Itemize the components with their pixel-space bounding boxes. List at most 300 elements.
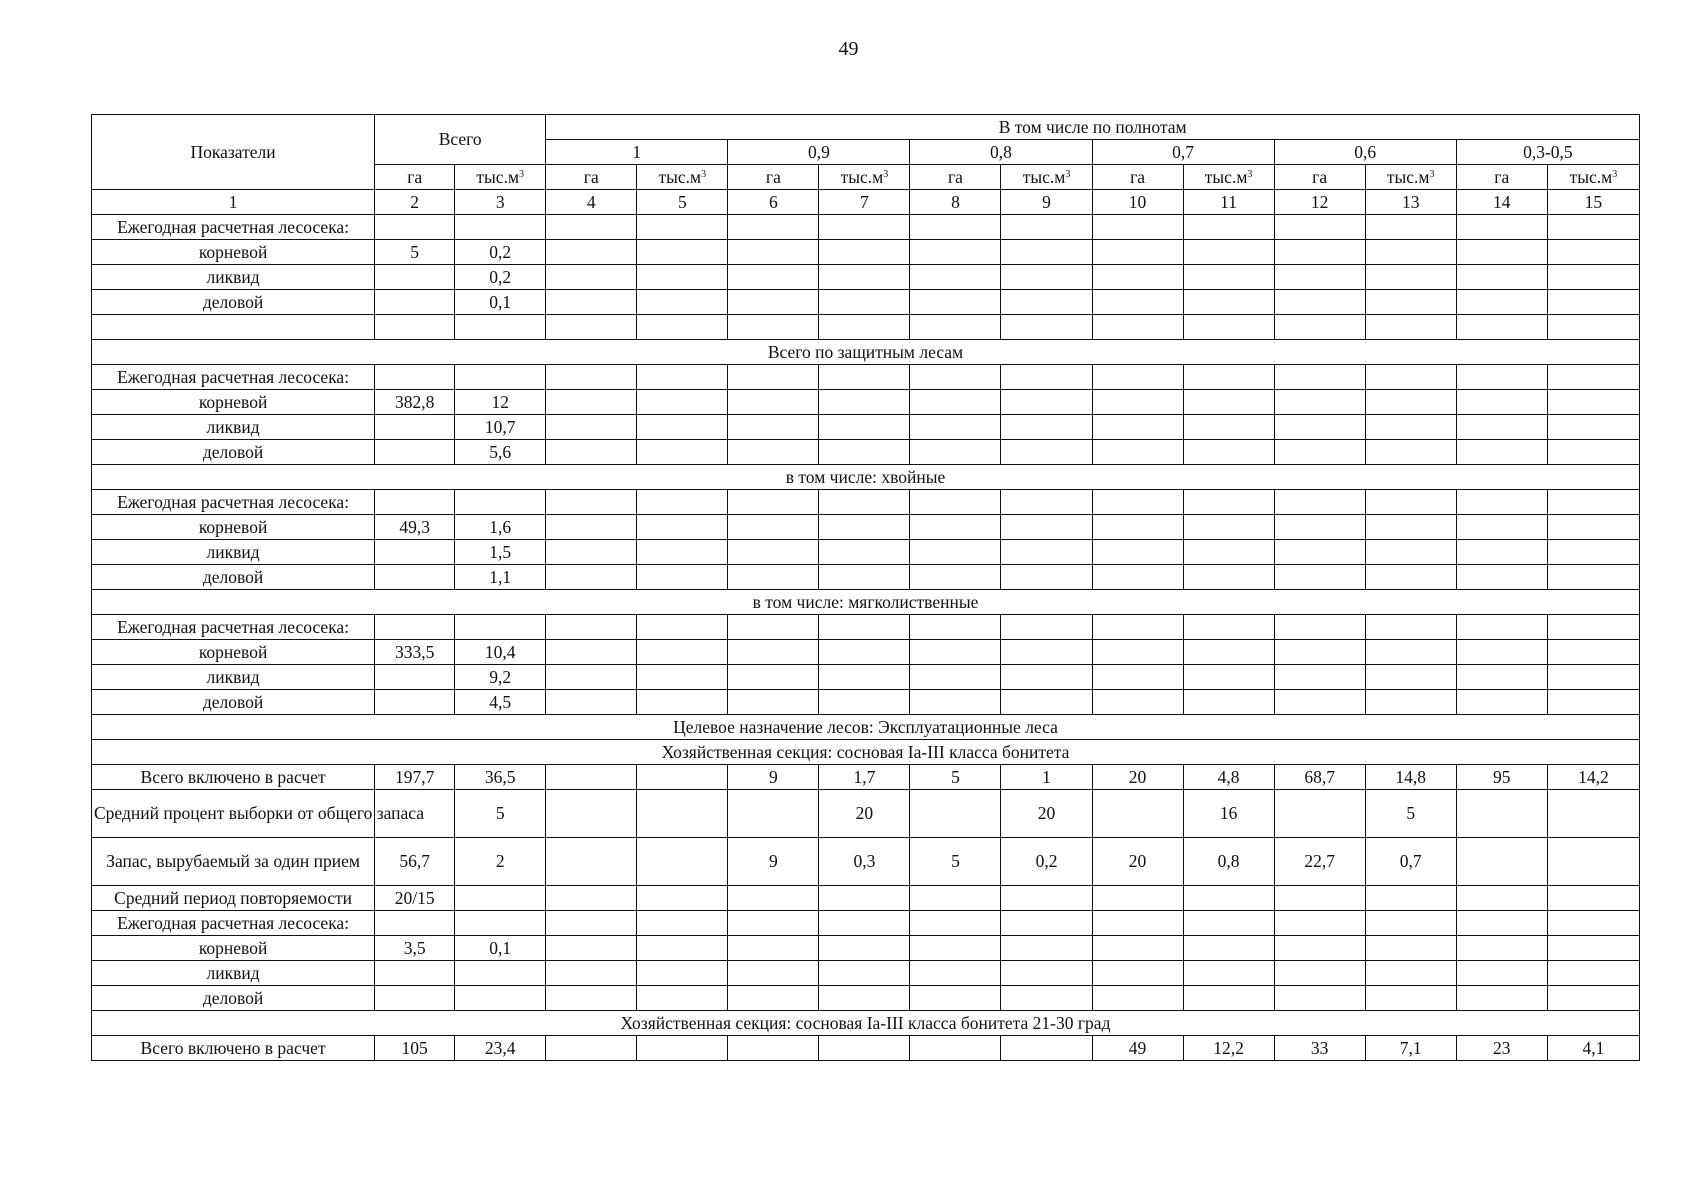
column-number: 3 [455, 190, 546, 215]
table-cell [910, 265, 1001, 290]
table-cell [910, 565, 1001, 590]
table-cell [1547, 315, 1639, 340]
table-cell [1274, 265, 1365, 290]
unit-volume-header [1547, 165, 1639, 190]
table-cell [375, 615, 455, 640]
table-cell [1274, 215, 1365, 240]
table-cell: 12 [455, 390, 546, 415]
table-cell [1456, 415, 1547, 440]
table-cell [1274, 961, 1365, 986]
table-cell [728, 690, 819, 715]
table-cell [375, 415, 455, 440]
table-cell [1274, 540, 1365, 565]
table-cell [375, 265, 455, 290]
section-title: Хозяйственная секция: сосновая Ia-III класса бонитета 21-30 град [92, 1011, 1640, 1036]
table-cell [637, 665, 728, 690]
section-title: Целевое назначение лесов: Эксплуатационные леса [92, 715, 1640, 740]
table-cell [1274, 665, 1365, 690]
table-cell [546, 415, 637, 440]
table-cell [1274, 690, 1365, 715]
table-cell [1183, 290, 1274, 315]
unit-volume-superscript: 3 [1612, 168, 1618, 180]
table-cell [819, 665, 910, 690]
table-cell [910, 790, 1001, 838]
table-cell [1365, 565, 1456, 590]
table-cell [728, 365, 819, 390]
table-cell [1456, 615, 1547, 640]
table-body [92, 215, 1640, 1061]
table-cell [1274, 886, 1365, 911]
unit-ha-header: га [1456, 165, 1547, 190]
table-cell [637, 365, 728, 390]
table-cell [1547, 911, 1639, 936]
table-cell [819, 265, 910, 290]
table-cell [1547, 515, 1639, 540]
table-cell [546, 790, 637, 838]
table-cell [1456, 315, 1547, 340]
table-cell [1456, 490, 1547, 515]
table-cell: 95 [1456, 765, 1547, 790]
table-cell [546, 515, 637, 540]
table-cell [910, 961, 1001, 986]
table-cell [1547, 390, 1639, 415]
unit-volume-header [1001, 165, 1092, 190]
table-cell [1365, 615, 1456, 640]
table-cell [1547, 690, 1639, 715]
table-row [92, 665, 1640, 690]
table-cell: 0,2 [455, 240, 546, 265]
table-cell [1183, 986, 1274, 1011]
row-label: деловой [92, 690, 375, 715]
table-cell [1547, 565, 1639, 590]
table-cell [546, 615, 637, 640]
table-cell [1001, 1036, 1092, 1061]
table-cell [819, 215, 910, 240]
table-cell [1092, 911, 1183, 936]
table-cell [1183, 315, 1274, 340]
table-cell: 0,8 [1183, 838, 1274, 886]
table-cell [455, 615, 546, 640]
table-cell [910, 540, 1001, 565]
table-cell [1547, 490, 1639, 515]
table-cell [819, 490, 910, 515]
table-cell: 20 [1092, 765, 1183, 790]
table-cell [1183, 911, 1274, 936]
unit-volume-text: тыс.м [1569, 166, 1613, 187]
table-cell [819, 390, 910, 415]
table-cell [546, 1036, 637, 1061]
table-cell [1183, 961, 1274, 986]
table-cell [1547, 415, 1639, 440]
table-cell: 0,3 [819, 838, 910, 886]
table-cell [546, 240, 637, 265]
table-cell [1092, 986, 1183, 1011]
table-cell [1274, 515, 1365, 540]
table-cell: 14,8 [1365, 765, 1456, 790]
row-label: Средний период повторяемости [92, 886, 375, 911]
table-cell [1365, 961, 1456, 986]
table-cell: 1,6 [455, 515, 546, 540]
density-group-header: 0,3-0,5 [1456, 140, 1639, 165]
table-cell [637, 315, 728, 340]
table-cell [1092, 515, 1183, 540]
row-label: Всего включено в расчет [92, 1036, 375, 1061]
table-cell [910, 1036, 1001, 1061]
table-cell [1274, 390, 1365, 415]
table-cell [637, 390, 728, 415]
table-cell [1092, 365, 1183, 390]
table-cell [1274, 490, 1365, 515]
table-row [92, 886, 1640, 911]
table-cell [1092, 961, 1183, 986]
table-cell: 7,1 [1365, 1036, 1456, 1061]
table-cell [1274, 315, 1365, 340]
table-cell [819, 290, 910, 315]
table-cell [910, 665, 1001, 690]
section-title: Хозяйственная секция: сосновая Ia-III класса бонитета [92, 740, 1640, 765]
column-number: 8 [910, 190, 1001, 215]
table-cell [1456, 986, 1547, 1011]
section-row [92, 715, 1640, 740]
table-cell [1456, 265, 1547, 290]
table-cell [375, 665, 455, 690]
table-cell [910, 911, 1001, 936]
unit-volume-superscript: 3 [519, 168, 525, 180]
table-row [92, 265, 1640, 290]
table-cell [1365, 640, 1456, 665]
table-cell [637, 415, 728, 440]
table-cell: 20 [1001, 790, 1092, 838]
table-cell [1547, 265, 1639, 290]
row-label: Ежегодная расчетная лесосека: [92, 490, 375, 515]
table-cell [819, 1036, 910, 1061]
table-cell [1183, 540, 1274, 565]
table-cell [1274, 290, 1365, 315]
table-cell [1456, 838, 1547, 886]
table-cell: 23 [1456, 1036, 1547, 1061]
table-cell: 1,5 [455, 540, 546, 565]
table-cell [637, 936, 728, 961]
table-cell: 2 [455, 838, 546, 886]
table-cell [1274, 240, 1365, 265]
table-cell [546, 290, 637, 315]
column-number: 1 [92, 190, 375, 215]
row-label: корневой [92, 240, 375, 265]
table-cell [1365, 490, 1456, 515]
table-cell [637, 265, 728, 290]
table-cell [1001, 415, 1092, 440]
table-row [92, 615, 1640, 640]
table-cell [375, 215, 455, 240]
row-label: Ежегодная расчетная лесосека: [92, 215, 375, 240]
table-cell [546, 490, 637, 515]
table-cell [1547, 240, 1639, 265]
unit-volume-text: тыс.м [1204, 166, 1248, 187]
table-cell [546, 765, 637, 790]
table-cell [1456, 390, 1547, 415]
row-label [92, 315, 375, 340]
table-cell [1365, 290, 1456, 315]
table-cell [1183, 640, 1274, 665]
table-cell [375, 986, 455, 1011]
table-cell [1274, 415, 1365, 440]
unit-ha-header: га [546, 165, 637, 190]
table-cell [1547, 961, 1639, 986]
table-cell [910, 490, 1001, 515]
row-label: Ежегодная расчетная лесосека: [92, 365, 375, 390]
table-cell [1183, 240, 1274, 265]
table-cell [910, 936, 1001, 961]
table-cell: 5 [1365, 790, 1456, 838]
unit-volume-header [1183, 165, 1274, 190]
table-cell [1456, 640, 1547, 665]
table-cell [637, 790, 728, 838]
table-cell [375, 565, 455, 590]
table-row [92, 936, 1640, 961]
table-cell [1547, 665, 1639, 690]
table-cell [637, 911, 728, 936]
table-cell [910, 315, 1001, 340]
table-cell [1001, 215, 1092, 240]
table-cell [1092, 415, 1183, 440]
unit-volume-text: тыс.м [1022, 166, 1066, 187]
table-cell [728, 565, 819, 590]
table-cell: 9,2 [455, 665, 546, 690]
header-row-1 [92, 115, 1640, 140]
table-cell [1365, 986, 1456, 1011]
table-cell [455, 365, 546, 390]
table-cell [819, 615, 910, 640]
table-cell [910, 415, 1001, 440]
table-cell [819, 565, 910, 590]
table-cell [375, 961, 455, 986]
table-cell [1001, 540, 1092, 565]
table-cell [1365, 886, 1456, 911]
table-cell: 1 [1001, 765, 1092, 790]
row-label: деловой [92, 986, 375, 1011]
table-cell [728, 640, 819, 665]
table-cell [375, 490, 455, 515]
table-cell [819, 640, 910, 665]
table-row [92, 315, 1640, 340]
table-cell: 20 [819, 790, 910, 838]
table-cell [637, 1036, 728, 1061]
table-cell: 9 [728, 765, 819, 790]
table-cell [1183, 215, 1274, 240]
unit-ha-header: га [375, 165, 455, 190]
table-cell [1183, 665, 1274, 690]
column-number: 13 [1365, 190, 1456, 215]
table-cell [1001, 240, 1092, 265]
table-cell [1001, 290, 1092, 315]
table-cell [910, 515, 1001, 540]
table-cell [546, 665, 637, 690]
table-cell [728, 265, 819, 290]
table-cell [1547, 838, 1639, 886]
table-cell [1456, 215, 1547, 240]
table-cell [819, 911, 910, 936]
table-cell: 12,2 [1183, 1036, 1274, 1061]
table-cell [1001, 690, 1092, 715]
row-label: ликвид [92, 415, 375, 440]
table-cell [1001, 911, 1092, 936]
table-cell [1183, 390, 1274, 415]
table-cell [455, 961, 546, 986]
unit-volume-text: тыс.м [1386, 166, 1430, 187]
table-cell: 197,7 [375, 765, 455, 790]
table-cell [1456, 911, 1547, 936]
table-cell [546, 986, 637, 1011]
table-row [92, 490, 1640, 515]
row-label: деловой [92, 440, 375, 465]
table-cell: 9 [728, 838, 819, 886]
table-cell [910, 690, 1001, 715]
table-row [92, 515, 1640, 540]
table-cell: 5 [455, 790, 546, 838]
unit-ha-header: га [1092, 165, 1183, 190]
row-label: корневой [92, 515, 375, 540]
table-cell [728, 440, 819, 465]
column-number: 2 [375, 190, 455, 215]
table-cell [1365, 365, 1456, 390]
table-cell [546, 215, 637, 240]
table-cell [1092, 665, 1183, 690]
table-cell: 5 [375, 240, 455, 265]
table-cell [1365, 540, 1456, 565]
table-cell [728, 390, 819, 415]
section-row [92, 465, 1640, 490]
table-cell [1092, 390, 1183, 415]
table-cell [1001, 886, 1092, 911]
table-row [92, 790, 1640, 838]
column-number: 7 [819, 190, 910, 215]
table-cell [1183, 936, 1274, 961]
table-cell: 1,1 [455, 565, 546, 590]
total-header: Всего [375, 115, 546, 165]
table-cell [819, 440, 910, 465]
table-cell [546, 690, 637, 715]
table-cell [1456, 961, 1547, 986]
table-cell [1092, 215, 1183, 240]
table-cell [1001, 315, 1092, 340]
table-cell [1001, 961, 1092, 986]
section-row [92, 340, 1640, 365]
table-row [92, 1036, 1640, 1061]
table-cell [1092, 690, 1183, 715]
table-row [92, 565, 1640, 590]
table-cell [910, 440, 1001, 465]
table-cell [1456, 936, 1547, 961]
table-cell: 333,5 [375, 640, 455, 665]
table-cell: 105 [375, 1036, 455, 1061]
table-cell [1547, 365, 1639, 390]
table-cell [637, 290, 728, 315]
table-cell [1365, 936, 1456, 961]
table-cell [546, 961, 637, 986]
table-cell [910, 640, 1001, 665]
unit-volume-superscript: 3 [1247, 168, 1253, 180]
table-cell [546, 886, 637, 911]
table-cell [637, 215, 728, 240]
table-cell: 5 [910, 765, 1001, 790]
row-label: Запас, вырубаемый за один прием [92, 838, 375, 886]
table-cell [819, 515, 910, 540]
table-cell [1092, 640, 1183, 665]
table-cell [455, 911, 546, 936]
table-cell [1274, 440, 1365, 465]
row-label: ликвид [92, 665, 375, 690]
section-title: Всего по защитным лесам [92, 340, 1640, 365]
table-cell [1456, 365, 1547, 390]
unit-volume-superscript: 3 [701, 168, 707, 180]
table-cell [819, 365, 910, 390]
table-cell [728, 1036, 819, 1061]
column-number: 5 [637, 190, 728, 215]
table-cell [728, 240, 819, 265]
page-number: 49 [838, 38, 859, 60]
table-row [92, 961, 1640, 986]
table-cell [637, 838, 728, 886]
row-label: корневой [92, 390, 375, 415]
table-cell [819, 240, 910, 265]
section-title: в том числе: хвойные [92, 465, 1640, 490]
row-label: ликвид [92, 265, 375, 290]
table-cell [1092, 440, 1183, 465]
unit-volume-header [819, 165, 910, 190]
section-row [92, 590, 1640, 615]
table-cell [637, 540, 728, 565]
table-cell [1365, 315, 1456, 340]
table-cell [819, 986, 910, 1011]
table-cell [1547, 615, 1639, 640]
table-row [92, 540, 1640, 565]
indicators-header: Показатели [92, 115, 375, 190]
column-number: 10 [1092, 190, 1183, 215]
table-row [92, 240, 1640, 265]
density-group-header: 0,6 [1274, 140, 1456, 165]
table-cell: 68,7 [1274, 765, 1365, 790]
table-cell: 56,7 [375, 838, 455, 886]
table-cell [819, 540, 910, 565]
table-cell [1092, 540, 1183, 565]
table-cell [1274, 936, 1365, 961]
table-cell [728, 540, 819, 565]
table-cell [1456, 790, 1547, 838]
unit-volume-header [455, 165, 546, 190]
table-cell [1547, 290, 1639, 315]
table-cell: 22,7 [1274, 838, 1365, 886]
density-group-header: 0,9 [728, 140, 910, 165]
table-cell: 0,7 [1365, 838, 1456, 886]
table-cell [546, 315, 637, 340]
table-cell [728, 315, 819, 340]
table-cell [455, 886, 546, 911]
table-row [92, 911, 1640, 936]
unit-volume-superscript: 3 [1065, 168, 1071, 180]
table-cell: 49 [1092, 1036, 1183, 1061]
table-cell [1274, 365, 1365, 390]
table-cell [375, 911, 455, 936]
table-cell [1001, 640, 1092, 665]
table-cell [1365, 911, 1456, 936]
table-cell [1456, 565, 1547, 590]
table-cell [375, 440, 455, 465]
by-density-header: В том числе по полнотам [546, 115, 1640, 140]
table-cell [1274, 640, 1365, 665]
table-row [92, 640, 1640, 665]
table-cell [1456, 665, 1547, 690]
table-cell: 20/15 [375, 886, 455, 911]
